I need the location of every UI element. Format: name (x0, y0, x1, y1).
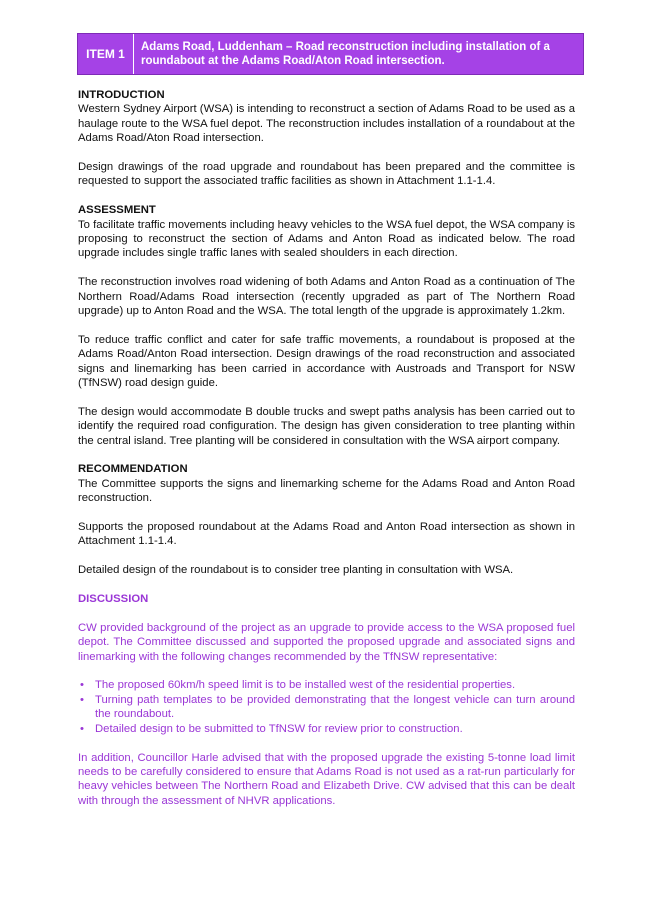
discussion-bullet-list (78, 678, 575, 736)
recommendation-paragraph: The Committee supports the signs and linemarking scheme for the Adams Road and Anton Road reconstruction. (78, 477, 575, 505)
assessment-section (78, 203, 575, 448)
introduction-section (78, 88, 575, 189)
item-number-label: ITEM 1 (78, 34, 134, 74)
recommendation-section (78, 462, 575, 577)
assessment-paragraph: To facilitate traffic movements including heavy vehicles to the WSA fuel depot, the WSA company is proposing to reconstruct the section of Adams and Anton Road as indicated below. The road upgrade includes single traffic lanes with sealed shoulders in each direction. (78, 218, 575, 260)
discussion-intro: CW provided background of the project as an upgrade to provide access to the WSA proposed fuel depot. The Committee discussed and supported the proposed upgrade and associated signs and linemarking with the following changes recommended by the TfNSW representative: (78, 621, 575, 663)
list-item: • Turning path templates to be provided demonstrating that the longest vehicle can turn around the roundabout. (78, 693, 575, 722)
list-item: • The proposed 60km/h speed limit is to be installed west of the residential properties. (78, 678, 575, 692)
introduction-paragraph: Design drawings of the road upgrade and roundabout has been prepared and the committee is requested to support the associated traffic facilities as shown in Attachment 1.1-1.4. (78, 161, 575, 188)
introduction-heading: INTRODUCTION (78, 89, 165, 101)
assessment-paragraph: To reduce traffic conflict and cater for safe traffic movements, a roundabout is proposed at the Adams Road/Anton Road intersection. Design drawings of the road reconstruction and associated signs and linemarking has been carried in accordance with Austroads and Transport for NSW (TfNSW) road design guide. (78, 333, 575, 390)
assessment-paragraph: The design would accommodate B double trucks and swept paths analysis has been carried out to identify the required road configuration. The design has given consideration to tree planting within the central island. Tree planting will be considered in consultation with the WSA airport company. (78, 405, 575, 447)
recommendation-paragraph: Supports the proposed roundabout at the Adams Road and Anton Road intersection as shown in Attachment 1.1-1.4. (78, 521, 575, 548)
discussion-section (78, 592, 575, 808)
assessment-paragraph: The reconstruction involves road widening of both Adams and Anton Road as a continuation of The Northern Road/Adams Road intersection (recently upgraded as part of The Northern Road upgrade) up to Anton Road and the WSA. The total length of the upgrade is approximately 1.2km. (78, 276, 575, 318)
discussion-closing: In addition, Councillor Harle advised that with the proposed upgrade the existing 5-tonne load limit needs to be carefully considered to ensure that Adams Road is not used as a rat-run particularly for heavy vehicles between The Northern Road and Elizabeth Drive. CW advised that this can be dealt with through the assessment of NHVR applications. (78, 751, 575, 807)
recommendation-heading: RECOMMENDATION (78, 463, 188, 476)
document-body (78, 88, 575, 823)
discussion-heading: DISCUSSION (78, 593, 149, 606)
item-title: Adams Road, Luddenham – Road reconstruction including installation of a roundabout at the Adams Road/Aton Road intersection. (141, 41, 550, 67)
assessment-heading: ASSESSMENT (78, 204, 156, 217)
recommendation-paragraph: Detailed design of the roundabout is to consider tree planting in consultation with WSA. (78, 564, 514, 577)
item-header (77, 33, 584, 75)
introduction-paragraph: Western Sydney Airport (WSA) is intending to reconstruct a section of Adams Road to be used as a haulage route to the WSA fuel depot. The reconstruction includes installation of a roundabout at the Adams Road/Aton Road intersection. (78, 103, 575, 145)
list-item: • Detailed design to be submitted to TfNSW for review prior to construction. (78, 722, 575, 736)
